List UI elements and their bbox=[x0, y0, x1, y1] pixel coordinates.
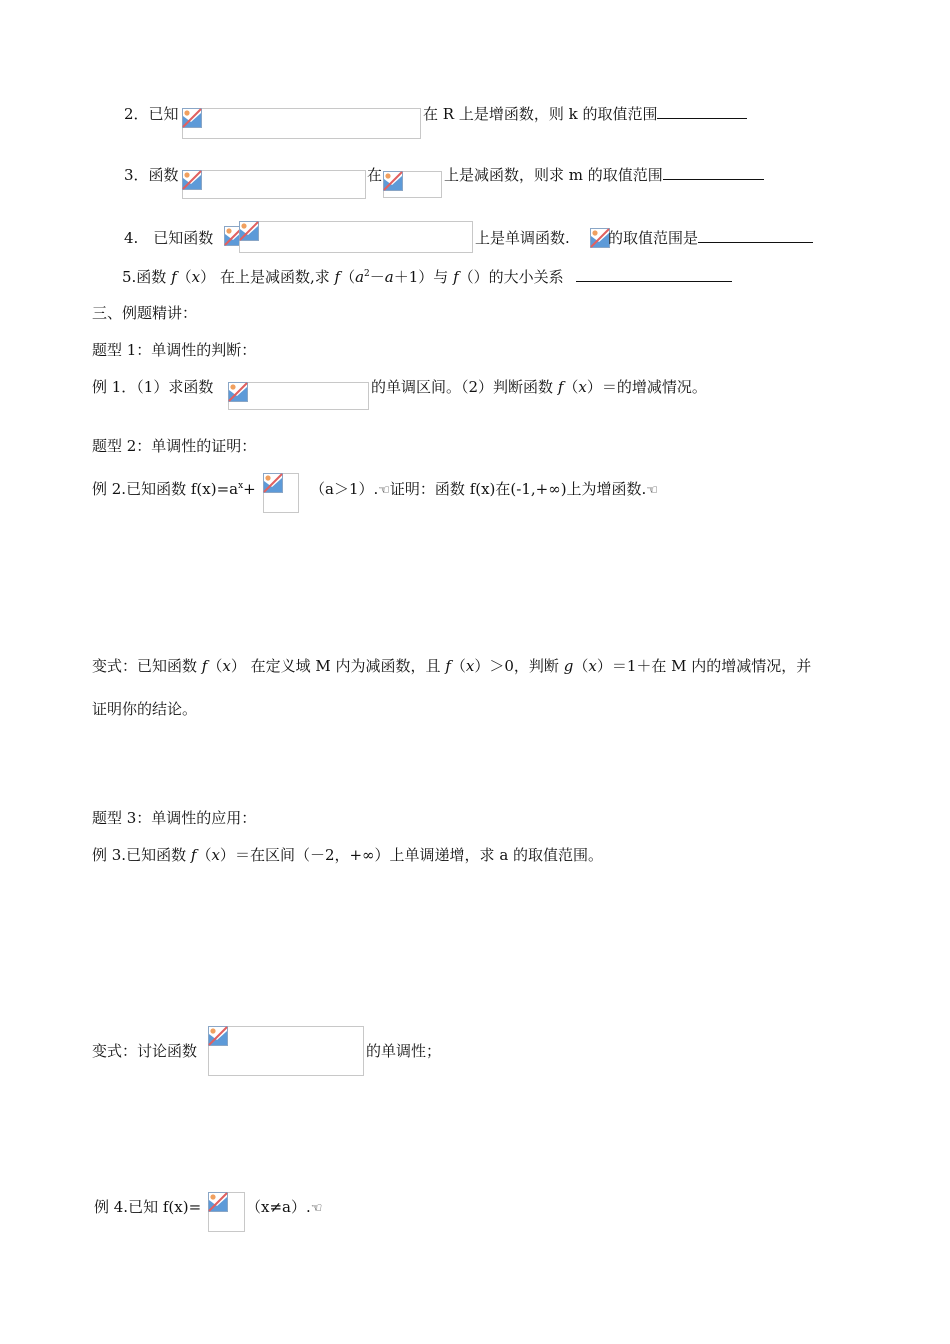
variation-1-line-2 bbox=[92, 699, 197, 719]
broken-image-icon bbox=[590, 228, 610, 248]
problem-4 bbox=[124, 228, 213, 248]
plus-sign: + bbox=[243, 480, 256, 498]
broken-image-icon bbox=[208, 1192, 228, 1212]
problem-5-lead: 5.函数 bbox=[122, 268, 167, 286]
problem-3-mid-text: 在 bbox=[367, 166, 383, 184]
example-2 bbox=[92, 479, 256, 499]
variation-1-text: ＝1＋在 M 内的增减情况，并 bbox=[611, 657, 812, 675]
paren: ） bbox=[200, 268, 216, 286]
example-1 bbox=[92, 377, 213, 397]
answer-blank[interactable] bbox=[576, 267, 732, 282]
problem-5-tail: （）的大小关系 bbox=[458, 268, 564, 286]
example-3 bbox=[92, 845, 603, 865]
variation-1-lead: 变式：已知函数 bbox=[92, 657, 198, 675]
var-x: x bbox=[191, 268, 201, 286]
variation-2-text: 的单调性； bbox=[366, 1042, 442, 1060]
problem-5-text: ＋1）与 bbox=[393, 268, 449, 286]
formula-image-placeholder bbox=[208, 1026, 364, 1076]
exponent: x bbox=[238, 481, 244, 491]
type-2-title: 题型 2：单调性的证明： bbox=[92, 437, 257, 455]
problem-2-lead: 2．已知 bbox=[124, 105, 179, 123]
problem-4-tail bbox=[608, 228, 813, 248]
variation-1-end: 证明你的结论。 bbox=[92, 700, 198, 718]
formula-image-placeholder bbox=[182, 170, 366, 199]
paren: （ bbox=[563, 378, 579, 396]
problem-3-mid bbox=[367, 165, 382, 185]
example-4 bbox=[94, 1197, 201, 1217]
problem-2-tail bbox=[423, 104, 747, 124]
broken-image-icon bbox=[182, 108, 202, 128]
broken-image-icon bbox=[383, 171, 403, 191]
type-3-title: 题型 3：单调性的应用： bbox=[92, 809, 257, 827]
broken-image-icon bbox=[239, 221, 259, 241]
example-4-lead: 例 4.已知 f(x)= bbox=[94, 1198, 202, 1216]
section-3-title: 三、例题精讲： bbox=[92, 304, 198, 322]
problem-3-lead: 3．函数 bbox=[124, 166, 179, 184]
pointing-hand-icon: ☜ bbox=[646, 483, 658, 498]
answer-blank[interactable] bbox=[698, 228, 813, 243]
example-1-end: ＝的增减情况。 bbox=[601, 378, 707, 396]
variation-1-text: ＞0，判断 bbox=[489, 657, 559, 675]
var-a: a bbox=[384, 268, 394, 286]
pointing-hand-icon: ☜ bbox=[378, 483, 390, 498]
formula-image-placeholder bbox=[182, 108, 421, 139]
answer-blank[interactable] bbox=[663, 165, 764, 180]
example-4-tail bbox=[246, 1197, 322, 1219]
paren: ） bbox=[596, 657, 612, 675]
type-1-title: 题型 1：单调性的判断： bbox=[92, 341, 257, 359]
var-f: f bbox=[557, 378, 564, 396]
paren: （ bbox=[340, 268, 356, 286]
variation-1 bbox=[92, 656, 811, 676]
problem-4-mid bbox=[475, 228, 570, 248]
var-f: f bbox=[453, 268, 459, 286]
exponent: 2 bbox=[364, 269, 370, 279]
var-f: f bbox=[445, 657, 451, 675]
example-4-text: （x≠a）. bbox=[246, 1198, 311, 1216]
variation-1-text: 在定义域 M 内为减函数，且 bbox=[250, 657, 441, 675]
var-f: f bbox=[201, 657, 208, 675]
var-x: x bbox=[222, 657, 231, 675]
problem-2-text: 在 R 上是增函数，则 k 的取值范围 bbox=[423, 105, 658, 123]
variation-2-tail bbox=[366, 1041, 441, 1061]
paren: （ bbox=[573, 657, 589, 675]
problem-4-tail-text: 的取值范围是 bbox=[608, 229, 699, 247]
problem-3-tail-text: 上是减函数，则求 m 的取值范围 bbox=[444, 166, 663, 184]
type-3-heading bbox=[92, 808, 256, 828]
var-g: g bbox=[563, 657, 574, 675]
type-2-heading bbox=[92, 436, 256, 456]
example-3-lead: 例 3.已知函数 bbox=[92, 846, 187, 864]
paren: （ bbox=[207, 657, 223, 675]
type-1-heading bbox=[92, 340, 256, 360]
var-x: x bbox=[578, 378, 587, 396]
example-1-lead: 例 1．（1）求函数 bbox=[92, 378, 214, 396]
var-a: a bbox=[355, 268, 365, 286]
broken-image-icon bbox=[208, 1026, 228, 1046]
broken-image-icon bbox=[228, 382, 248, 402]
problem-4-mid-text: 上是单调函数. bbox=[475, 229, 570, 247]
broken-image-icon bbox=[182, 170, 202, 190]
minus-sign: － bbox=[369, 268, 385, 286]
paren: ） bbox=[586, 378, 602, 396]
paren: ） bbox=[474, 657, 490, 675]
example-2-lead: 例 2.已知函数 f(x)=a bbox=[92, 480, 239, 498]
section-heading bbox=[92, 303, 197, 323]
problem-3-tail bbox=[444, 165, 764, 185]
var-f: f bbox=[190, 846, 197, 864]
paren: （ bbox=[450, 657, 466, 675]
paren: ） bbox=[219, 846, 235, 864]
variation-2-lead: 变式：讨论函数 bbox=[92, 1042, 198, 1060]
answer-blank[interactable] bbox=[657, 104, 747, 119]
formula-image-placeholder bbox=[239, 221, 473, 253]
paren: ） bbox=[230, 657, 246, 675]
example-2-text: （a＞1）. bbox=[310, 480, 379, 498]
problem-5 bbox=[122, 267, 732, 287]
var-f: f bbox=[334, 268, 341, 286]
var-x: x bbox=[211, 846, 220, 864]
problem-3 bbox=[124, 165, 179, 185]
problem-5-text: 在上是减函数,求 bbox=[219, 268, 330, 286]
example-1-tail bbox=[371, 377, 707, 397]
formula-image-placeholder bbox=[228, 382, 369, 410]
paren: （ bbox=[176, 268, 192, 286]
problem-2 bbox=[124, 104, 179, 124]
var-x: x bbox=[465, 657, 475, 675]
problem-4-lead: 4. 已知函数 bbox=[124, 229, 214, 247]
variation-2 bbox=[92, 1041, 197, 1061]
example-1-text: 的单调区间。（2）判断函数 bbox=[371, 378, 554, 396]
example-3-text: ＝在区间（－2，+∞）上单调递增，求 a 的取值范围。 bbox=[234, 846, 604, 864]
broken-image-icon bbox=[263, 473, 283, 493]
example-2-proof: 证明：函数 f(x)在(-1,+∞)上为增函数. bbox=[389, 480, 647, 498]
example-2-tail bbox=[310, 479, 658, 501]
paren: （ bbox=[196, 846, 212, 864]
pointing-hand-icon: ☜ bbox=[310, 1201, 323, 1216]
var-f: f bbox=[171, 268, 177, 286]
var-x: x bbox=[588, 657, 597, 675]
